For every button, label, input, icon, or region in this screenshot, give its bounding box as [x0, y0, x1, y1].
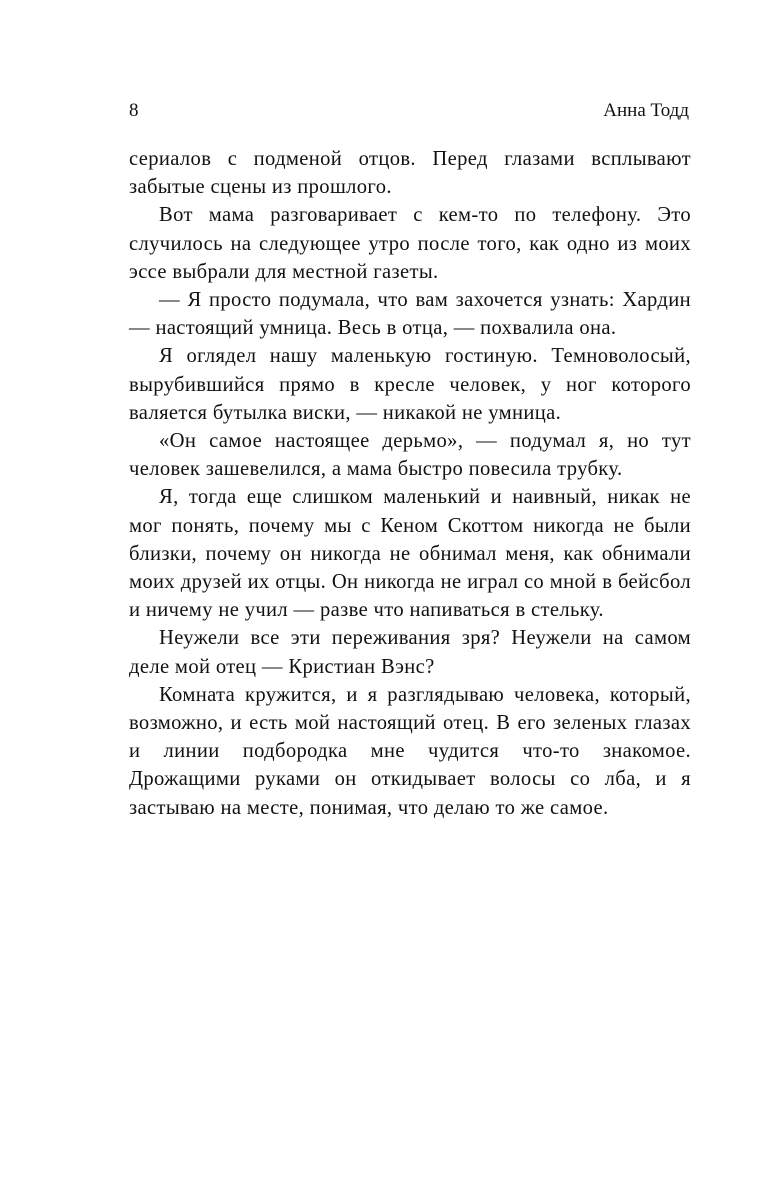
running-head-author: Анна Тодд [603, 100, 689, 121]
body-text [129, 145, 691, 822]
paragraph: сериалов с подменой отцов. Перед глазами всплывают забытые сцены из прошлого. [129, 148, 691, 199]
paragraph: «Он самое настоящее дерьмо», — подумал я, но тут человек зашевелился, а мама быстро повесила трубку. [129, 430, 691, 481]
page-number: 8 [129, 100, 139, 121]
page-header [129, 100, 689, 130]
paragraph: Вот мама разговаривает с кем-то по телефону. Это случилось на следующее утро после того, как одно из моих эссе выбрали для местной газеты. [129, 204, 691, 283]
paragraph: Комната кружится, и я разглядываю человека, который, возможно, и есть мой настоящий отец. В его зеленых глазах и линии подбородка мне чудится что-то знакомое. Дрожащими руками он откидывает волосы со лба, и я застываю на месте, понимая, что делаю то же самое. [129, 683, 691, 819]
paragraph: Я оглядел нашу маленькую гостиную. Темноволосый, вырубившийся прямо в кресле человек, у ног которого валяется бутылка виски, — никакой не умница. [129, 345, 691, 424]
paragraph: — Я просто подумала, что вам захочется узнать: Хардин — настоящий умница. Весь в отца, — похвалила она. [129, 289, 691, 340]
paragraph: Я, тогда еще слишком маленький и наивный, никак не мог понять, почему мы с Кеном Скоттом никогда не были близки, почему он никогда не обнимал меня, как обнимали моих друзей их отцы. Он никогда не играл со мной в бейсбол и ничему не учил — разве что напиваться в стельку. [129, 486, 691, 622]
paragraph: Неужели все эти переживания зря? Неужели на самом деле мой отец — Кристиан Вэнс? [129, 627, 691, 678]
